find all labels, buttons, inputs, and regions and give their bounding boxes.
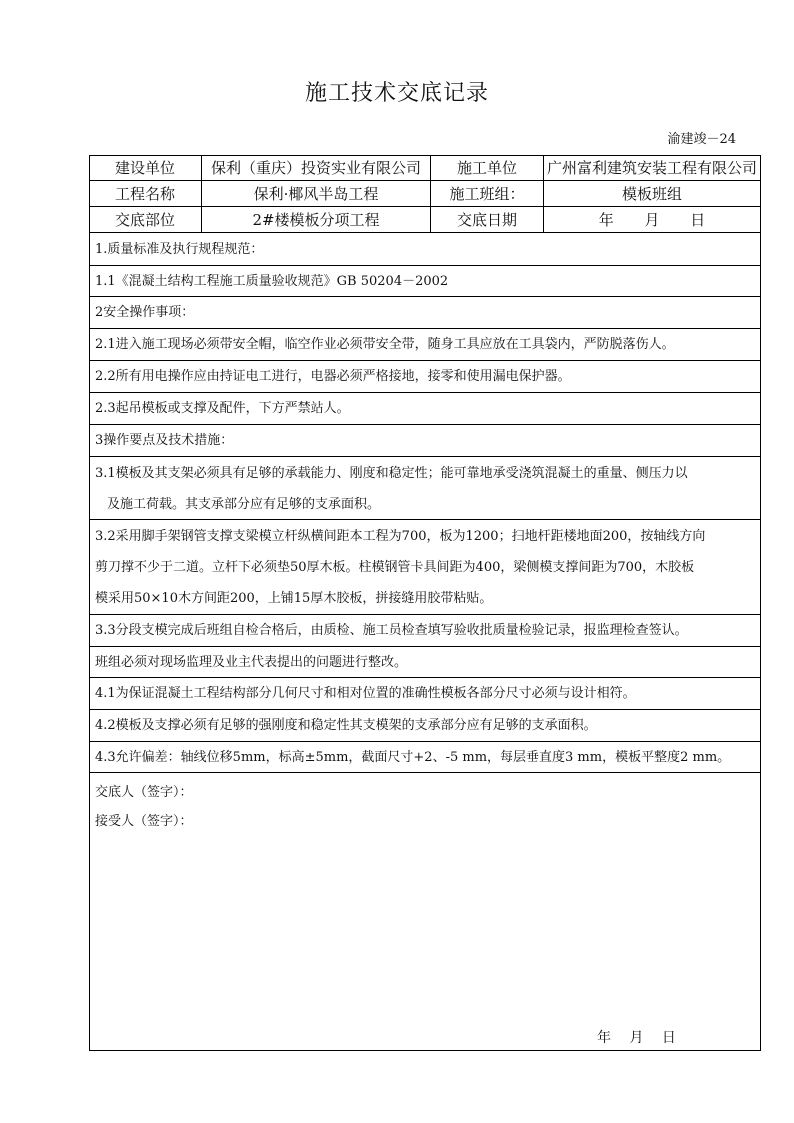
build-unit-value: 保利（重庆）投资实业有限公司 [210,159,421,177]
header-row-3 [89,207,761,233]
project-value: 保利·椰风半岛工程 [253,185,379,203]
document-title: 施工技术交底记录 [304,81,489,106]
content-row [89,361,761,393]
content-row [89,297,761,329]
receiver-signature-label: 接受人（签字）： [95,814,193,829]
header-row-2 [89,181,761,207]
date-label: 交底日期 [456,211,517,229]
content-text: 4.2模板及支撑必须有足够的强刚度和稳定性其支模架的支承部分应有足够的支承面积。 [95,718,597,733]
content-row [89,520,761,615]
content-text: 1.质量标准及执行规程规范： [95,242,264,257]
content-text: 2.3起吊模板或支撑及配件，下方严禁站人。 [95,401,350,416]
content-text: 3.1模板及其支架必须具有足够的承载能力、刚度和稳定性；能可靠地承受浇筑混凝土的重量、侧压力以 [95,466,688,481]
content-row [89,393,761,425]
part-label: 交底部位 [114,211,175,229]
build-unit-label: 建设单位 [114,159,175,177]
content-row [89,233,761,266]
content-text: 模采用50×10木方间距200，上铺15厚木胶板，拼接缝用胶带粘贴。 [95,591,493,606]
content-text: 4.1为保证混凝土工程结构部分几何尺寸和相对位置的准确性模板各部分尺寸必须与设计相符。 [95,686,636,701]
content-text: 2.2所有用电操作应由持证电工进行，电器必须严格接地，接零和使用漏电保护器。 [95,369,571,384]
content-text: 3.3分段支模完成后班组自检合格后，由质检、施工员检查填写验收批质量检验记录，报监理检查签认。 [95,623,688,638]
construct-unit-value: 广州富利建筑安装工程有限公司 [546,159,757,177]
content-row [89,457,761,520]
content-text: 4.3允许偏差：轴线位移5mm，标高±5mm，截面尺寸+2、-5 mm，每层垂直度3 mm，模板平整度2 mm。 [95,750,731,765]
form-code: 渝建竣－24 [667,132,736,147]
construct-unit-label: 施工单位 [456,159,517,177]
team-value: 模板班组 [621,185,682,203]
discloser-signature-label: 交底人（签字）： [95,785,193,800]
content-text: 班组必须对现场监理及业主代表提出的问题进行整改。 [95,655,408,670]
content-row [89,615,761,647]
content-text: 1.1《混凝土结构工程施工质量验收规范》GB 50204－2002 [95,274,449,289]
content-row [89,678,761,710]
footer-date: 年 月 日 [597,1030,676,1046]
header-row-1 [89,155,761,181]
content-row [89,647,761,678]
team-label: 施工班组： [449,185,525,203]
content-row [89,266,761,297]
content-text: 2.1进入施工现场必须带安全帽，临空作业必须带安全带，随身工具应放在工具袋内，严防脱落伤人。 [95,337,675,352]
part-value: 2#楼模板分项工程 [252,211,380,229]
content-row [89,329,761,361]
content-text: 3.2采用脚手架钢管支撑支梁模立杆纵横间距本工程为700，板为1200；扫地杆距楼地面200，按轴线方向 [95,529,706,544]
content-row [89,425,761,457]
content-row [89,710,761,742]
content-text: 2安全操作事项： [95,305,195,320]
content-text: 剪刀撑不少于二道。立杆下必须垫50厚木板。柱模钢管卡具间距为400，梁侧模支撑间距为700，木胶板 [95,560,695,575]
content-row [89,742,761,773]
project-label: 工程名称 [114,185,175,203]
content-text: 及施工荷载。其支承部分应有足够的支承面积。 [107,497,381,512]
date-value: 年 月 日 [598,211,706,229]
content-text: 3操作要点及技术措施： [95,433,234,448]
